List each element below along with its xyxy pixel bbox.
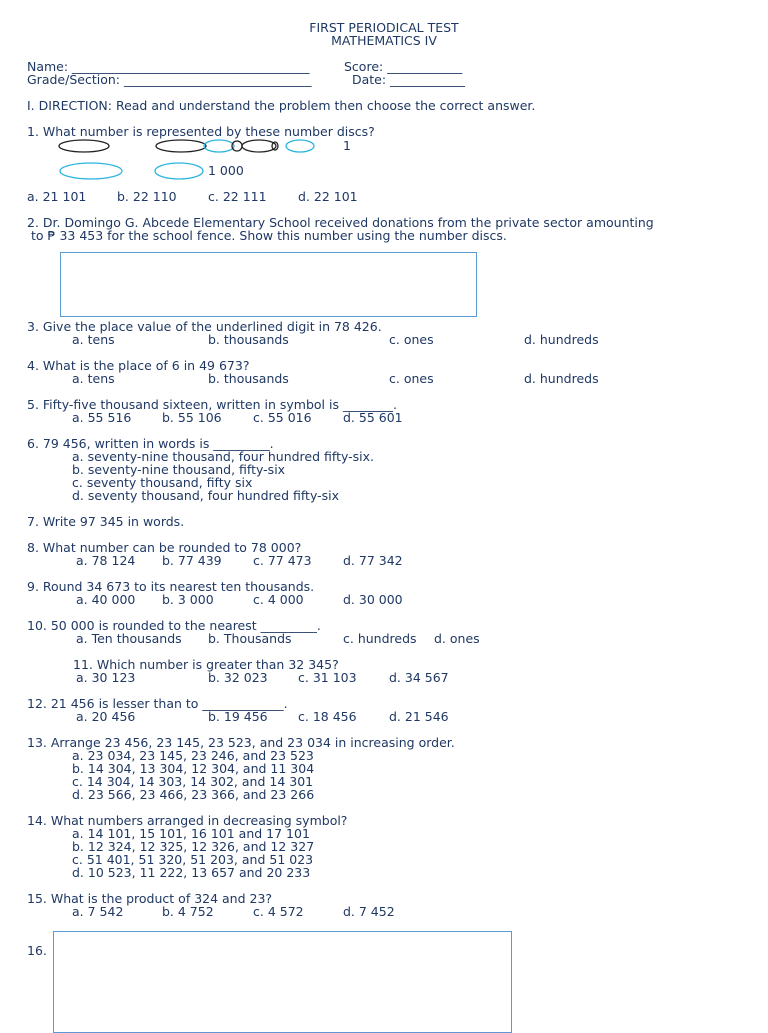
- q6-choice-d[interactable]: d. seventy thousand, four hundred fifty-six: [72, 488, 340, 503]
- q2-answer-box[interactable]: [60, 252, 477, 317]
- q5-choice-a[interactable]: a. 55 516: [72, 410, 132, 425]
- test-subject: MATHEMATICS IV: [331, 33, 437, 48]
- q12-choice-b[interactable]: b. 19 456: [208, 709, 268, 724]
- question-4: 4. What is the place of 6 in 49 673?: [27, 358, 250, 373]
- question-14: 14. What numbers arranged in decreasing symbol?: [27, 813, 348, 828]
- question-13: 13. Arrange 23 456, 23 145, 23 523, and 23 034 in increasing order.: [27, 735, 455, 750]
- q9-choice-d[interactable]: d. 30 000: [343, 592, 403, 607]
- q15-choice-b[interactable]: b. 4 752: [162, 904, 214, 919]
- date-field[interactable]: Date: ____________: [352, 72, 466, 87]
- q14-choice-d[interactable]: d. 10 523, 11 222, 13 657 and 20 233: [72, 865, 311, 880]
- question-2-line-2: to ₱ 33 453 for the school fence. Show this number using the number discs.: [31, 228, 507, 243]
- q13-choice-d[interactable]: d. 23 566, 23 466, 23 366, and 23 266: [72, 787, 315, 802]
- q13-choice-a[interactable]: a. 23 034, 23 145, 23 246, and 23 523: [72, 748, 314, 763]
- q6-choice-b[interactable]: b. seventy-nine thousand, fifty-six: [72, 462, 286, 477]
- q8-choice-a[interactable]: a. 78 124: [76, 553, 136, 568]
- disc-thousand-cyan: [60, 163, 122, 179]
- q15-choice-c[interactable]: c. 4 572: [253, 904, 304, 919]
- q3-choice-c[interactable]: c. ones: [389, 332, 434, 347]
- q1-choice-d[interactable]: d. 22 101: [298, 189, 358, 204]
- q5-choice-d[interactable]: d. 55 601: [343, 410, 403, 425]
- q4-choice-c[interactable]: c. ones: [389, 371, 434, 386]
- q9-choice-a[interactable]: a. 40 000: [76, 592, 136, 607]
- disc-label-one: 1: [343, 138, 351, 153]
- q8-choice-b[interactable]: b. 77 439: [162, 553, 222, 568]
- question-8: 8. What number can be rounded to 78 000?: [27, 540, 302, 555]
- question-5: 5. Fifty-five thousand sixteen, written in symbol is ________.: [27, 397, 397, 412]
- disc-thousand-dark: [59, 140, 109, 152]
- q1-choice-c[interactable]: c. 22 111: [208, 189, 267, 204]
- q3-choice-b[interactable]: b. thousands: [208, 332, 289, 347]
- q12-choice-d[interactable]: d. 21 546: [389, 709, 449, 724]
- grade-section-field[interactable]: Grade/Section: ______________________________: [27, 72, 312, 87]
- q13-choice-c[interactable]: c. 14 304, 14 303, 14 302, and 14 301: [72, 774, 314, 789]
- disc-thousand-cyan: [155, 163, 203, 179]
- disc-dark: [242, 140, 276, 152]
- q16-answer-box[interactable]: [53, 931, 512, 1033]
- question-10: 10. 50 000 is rounded to the nearest _________.: [27, 618, 321, 633]
- q14-choice-c[interactable]: c. 51 401, 51 320, 51 203, and 51 023: [72, 852, 314, 867]
- q6-choice-a[interactable]: a. seventy-nine thousand, four hundred fifty-six.: [72, 449, 375, 464]
- question-1: 1. What number is represented by these number discs?: [27, 124, 375, 139]
- q12-choice-a[interactable]: a. 20 456: [76, 709, 136, 724]
- disc-thousand-dark: [156, 140, 206, 152]
- question-12: 12. 21 456 is lesser than to _____________.: [27, 696, 288, 711]
- q8-choice-c[interactable]: c. 77 473: [253, 553, 312, 568]
- test-title: FIRST PERIODICAL TEST: [309, 20, 459, 35]
- q1-choice-a[interactable]: a. 21 101: [27, 189, 87, 204]
- disc-one-cyan: [286, 140, 314, 152]
- q3-choice-a[interactable]: a. tens: [72, 332, 115, 347]
- q14-choice-a[interactable]: a. 14 101, 15 101, 16 101 and 17 101: [72, 826, 310, 841]
- question-2-line-1: 2. Dr. Domingo G. Abcede Elementary School received donations from the private sector amounting: [27, 215, 654, 230]
- q10-choice-d[interactable]: d. ones: [434, 631, 480, 646]
- q8-choice-d[interactable]: d. 77 342: [343, 553, 403, 568]
- q10-choice-c[interactable]: c. hundreds: [343, 631, 417, 646]
- question-15: 15. What is the product of 324 and 23?: [27, 891, 273, 906]
- q13-choice-b[interactable]: b. 14 304, 13 304, 12 304, and 11 304: [72, 761, 315, 776]
- score-field[interactable]: Score: ____________: [344, 59, 463, 74]
- q5-choice-c[interactable]: c. 55 016: [253, 410, 312, 425]
- question-11: 11. Which number is greater than 32 345?: [73, 657, 339, 672]
- q12-choice-c[interactable]: c. 18 456: [298, 709, 357, 724]
- q10-choice-a[interactable]: a. Ten thousands: [76, 631, 182, 646]
- q14-choice-b[interactable]: b. 12 324, 12 325, 12 326, and 12 327: [72, 839, 315, 854]
- q9-choice-b[interactable]: b. 3 000: [162, 592, 214, 607]
- q15-choice-d[interactable]: d. 7 452: [343, 904, 395, 919]
- name-field[interactable]: Name: ______________________________________: [27, 59, 310, 74]
- disc-thousand-cyan: [204, 140, 234, 152]
- q11-choice-c[interactable]: c. 31 103: [298, 670, 357, 685]
- q1-choice-b[interactable]: b. 22 110: [117, 189, 177, 204]
- q5-choice-b[interactable]: b. 55 106: [162, 410, 222, 425]
- question-3: 3. Give the place value of the underlined digit in 78 426.: [27, 319, 382, 334]
- q11-choice-b[interactable]: b. 32 023: [208, 670, 268, 685]
- question-7: 7. Write 97 345 in words.: [27, 514, 185, 529]
- q11-choice-d[interactable]: d. 34 567: [389, 670, 449, 685]
- q15-choice-a[interactable]: a. 7 542: [72, 904, 124, 919]
- q4-choice-a[interactable]: a. tens: [72, 371, 115, 386]
- q6-choice-c[interactable]: c. seventy thousand, fifty six: [72, 475, 253, 490]
- question-16-label: 16.: [27, 943, 47, 958]
- direction-text: I. DIRECTION: Read and understand the problem then choose the correct answer.: [27, 98, 536, 113]
- q10-choice-b[interactable]: b. Thousands: [208, 631, 292, 646]
- question-6: 6. 79 456, written in words is _________.: [27, 436, 274, 451]
- number-discs-figure: [0, 0, 768, 200]
- q4-choice-b[interactable]: b. thousands: [208, 371, 289, 386]
- q3-choice-d[interactable]: d. hundreds: [524, 332, 599, 347]
- q11-choice-a[interactable]: a. 30 123: [76, 670, 136, 685]
- q9-choice-c[interactable]: c. 4 000: [253, 592, 304, 607]
- q4-choice-d[interactable]: d. hundreds: [524, 371, 599, 386]
- disc-label-thousand: 1 000: [208, 163, 244, 178]
- question-9: 9. Round 34 673 to its nearest ten thousands.: [27, 579, 315, 594]
